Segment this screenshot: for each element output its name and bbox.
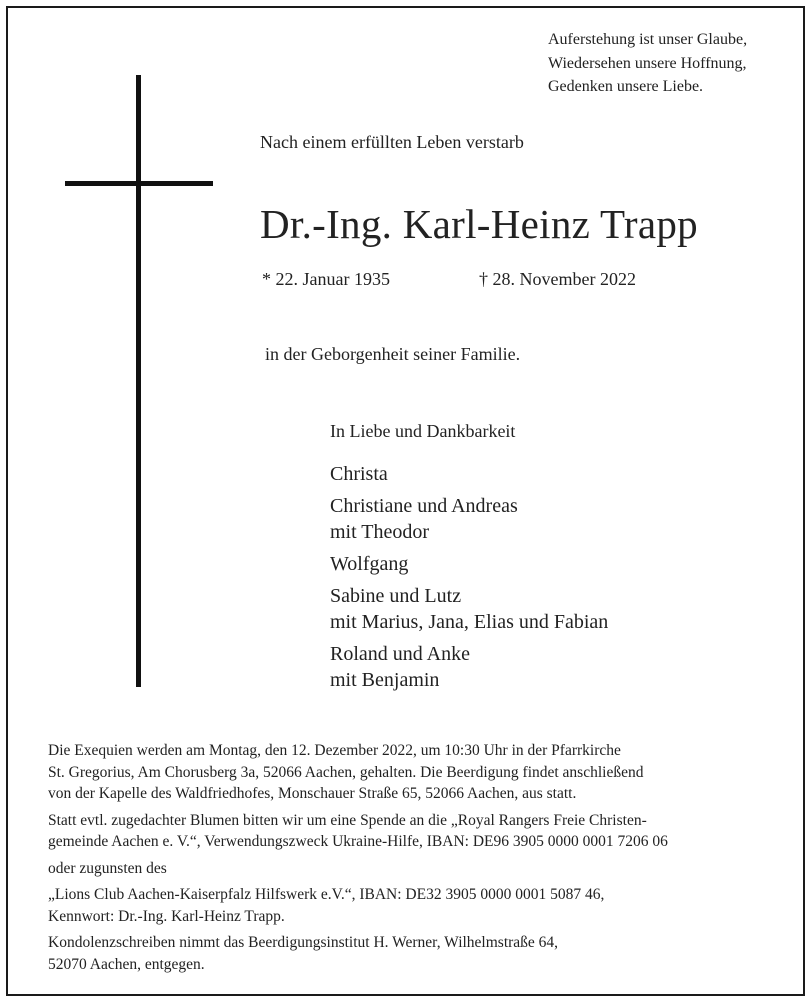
footer-line: St. Gregorius, Am Chorusberg 3a, 52066 Aachen, gehalten. Die Beerdigung findet anschließend (48, 763, 644, 781)
family-line: in der Geborgenheit seiner Familie. (265, 344, 521, 364)
mourner-entry (330, 583, 608, 635)
deceased-name: Dr.-Ing. Karl-Heinz Trapp (260, 201, 698, 247)
mourner-line: Wolfgang (330, 553, 409, 575)
footer-line: Die Exequien werden am Montag, den 12. Dezember 2022, um 10:30 Uhr in der Pfarrkirche (48, 742, 621, 759)
motto-line: Auferstehung ist unser Glaube, (548, 31, 748, 48)
birth-date: * 22. Januar 1935 (262, 269, 390, 289)
footer-line: gemeinde Aachen e. V.“, Verwendungszweck Ukraine-Hilfe, IBAN: DE96 3905 0000 0001 7206 06 (48, 833, 668, 850)
footer-line: von der Kapelle des Waldfriedhofes, Monschauer Straße 65, 52066 Aachen, aus statt. (48, 785, 577, 802)
footer-line: Kennwort: Dr.-Ing. Karl-Heinz Trapp. (48, 907, 285, 925)
thanks-line: In Liebe und Dankbarkeit (330, 421, 516, 441)
mourner-entry (330, 461, 608, 487)
lions-donation-info (48, 884, 668, 927)
footer-line: oder zugunsten des (48, 859, 167, 877)
motto-line: Wiedersehen unsere Hoffnung, (548, 54, 747, 72)
mourner-line: mit Benjamin (330, 669, 440, 691)
mourner-line: Christiane und Andreas (330, 495, 518, 517)
footer-line: Statt evtl. zugedachter Blumen bitten wir um eine Spende an die „Royal Rangers Freie Christen- (48, 811, 647, 829)
mourners-list (330, 461, 608, 699)
mourner-line: mit Theodor (330, 521, 430, 543)
mourner-line: Sabine und Lutz (330, 585, 462, 607)
mourner-entry (330, 493, 608, 545)
mourner-entry (330, 641, 608, 693)
donation-alternative (48, 858, 668, 880)
funeral-info (48, 740, 668, 805)
footer-line: „Lions Club Aachen-Kaiserpfalz Hilfswerk e.V.“, IBAN: DE32 3905 0000 0001 5087 46, (48, 886, 605, 903)
footer-line: Kondolenzschreiben nimmt das Beerdigungsinstitut H. Werner, Wilhelmstraße 64, (48, 934, 559, 951)
intro-text: Nach einem erfüllten Leben verstarb (260, 132, 524, 152)
mourner-entry (330, 551, 608, 577)
mourner-line: Roland und Anke (330, 643, 470, 665)
cross-icon (136, 75, 141, 687)
condolence-info (48, 932, 668, 975)
motto (548, 28, 747, 99)
cross-icon-bar (65, 181, 213, 186)
mourner-line: Christa (330, 463, 388, 485)
footer-line: 52070 Aachen, entgegen. (48, 955, 205, 973)
donation-info (48, 810, 668, 853)
mourner-line: mit Marius, Jana, Elias und Fabian (330, 611, 609, 633)
death-date: † 28. November 2022 (479, 269, 636, 289)
service-details (48, 740, 668, 980)
motto-line: Gedenken unsere Liebe. (548, 78, 704, 95)
